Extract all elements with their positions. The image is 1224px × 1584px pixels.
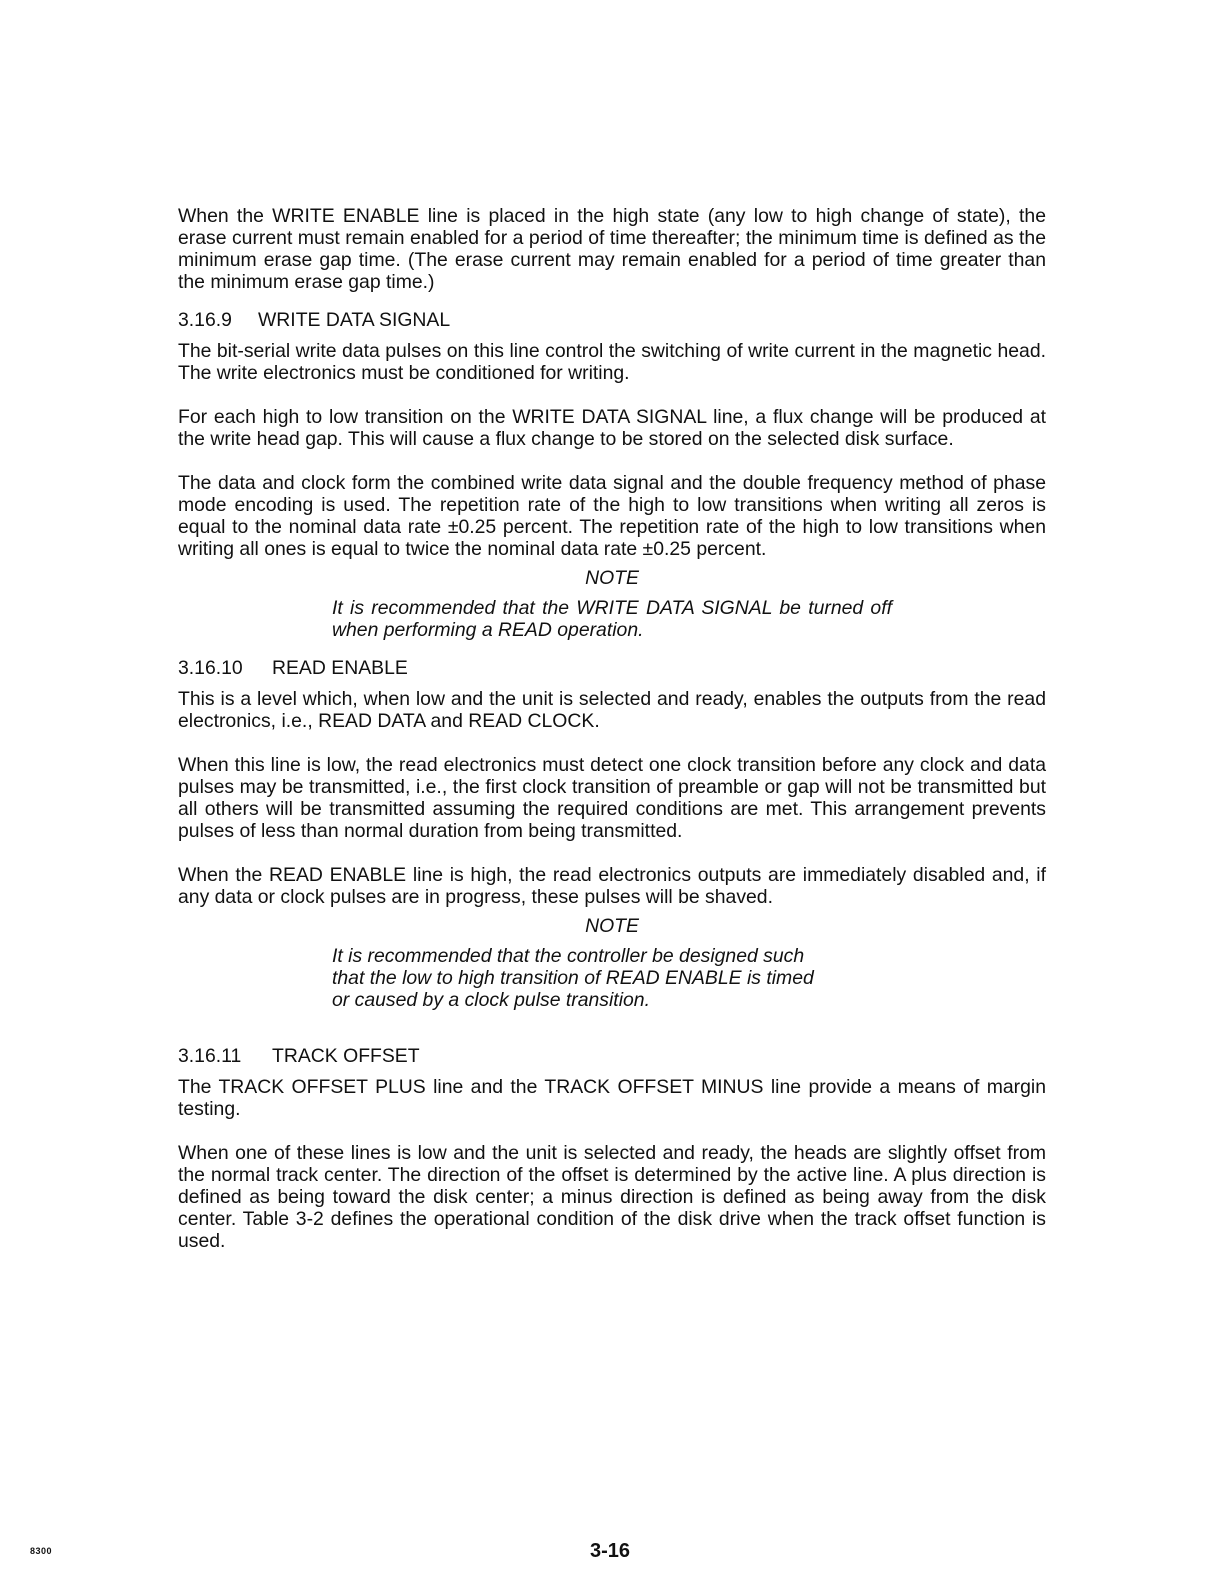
note-line: that the low to high transition of READ ENABLE is timed (332, 967, 814, 989)
note-text: It is recommended that the WRITE DATA SIGNAL be turned off when performing a READ operation. (332, 597, 892, 641)
note-label: NOTE (585, 915, 639, 937)
paragraph-write-enable: When the WRITE ENABLE line is placed in the high state (any low to high change of state), the erase current must remain enabled for a period of time thereafter; the minimum time is defined as the minimum erase gap time. (The erase current may remain enabled for a period of time greater than the minimum erase gap time.) (178, 205, 1046, 293)
paragraph-track-offset-1: The TRACK OFFSET PLUS line and the TRACK OFFSET MINUS line provide a means of margin testing. (178, 1076, 1046, 1120)
paragraph-write-data-2: For each high to low transition on the WRITE DATA SIGNAL line, a flux change will be produced at the write head gap. This will cause a flux change to be stored on the selected disk surface. (178, 406, 1046, 450)
section-number: 3.16.10 (178, 657, 243, 679)
paragraph-track-offset-2: When one of these lines is low and the unit is selected and ready, the heads are slightly offset from the normal track center. The direction of the offset is determined by the active line. A plus direction is defined as being toward the disk center; a minus direction is defined as being away from the disk center. Table 3-2 defines the operational condition of the disk drive when the track offset function is used. (178, 1142, 1046, 1252)
section-number: 3.16.11 (178, 1045, 242, 1067)
paragraph-write-data-1: The bit-serial write data pulses on this line control the switching of write current in the magnetic head. The write electronics must be conditioned for writing. (178, 340, 1046, 384)
paragraph-write-data-3: The data and clock form the combined write data signal and the double frequency method of phase mode encoding is used. The repetition rate of the high to low transitions when writing all zeros is equal to the nominal data rate ±0.25 percent. The repetition rate of the high to low transitions when writing all ones is equal to twice the nominal data rate ±0.25 percent. (178, 472, 1046, 560)
page-number: 3-16 (590, 1540, 631, 1562)
note-line: It is recommended that the controller be designed such (332, 945, 805, 967)
section-heading-3-16-11 (178, 1045, 1046, 1067)
note-text (332, 945, 892, 1011)
paragraph-read-enable-1: This is a level which, when low and the unit is selected and ready, enables the outputs from the read electronics, i.e., READ DATA and READ CLOCK. (178, 688, 1046, 732)
section-heading-3-16-10 (178, 657, 1046, 679)
section-title: READ ENABLE (272, 657, 408, 679)
paragraph-read-enable-3: When the READ ENABLE line is high, the read electronics outputs are immediately disabled and, if any data or clock pulses are in progress, these pulses will be shaved. (178, 864, 1046, 908)
note-label: NOTE (585, 567, 639, 589)
section-heading-3-16-9 (178, 309, 1046, 331)
section-title: WRITE DATA SIGNAL (258, 309, 451, 331)
section-title: TRACK OFFSET (272, 1045, 420, 1067)
document-code: 8300 (30, 1546, 53, 1556)
paragraph-read-enable-2: When this line is low, the read electronics must detect one clock transition before any clock and data pulses may be transmitted, i.e., the first clock transition of preamble or gap will not be transmitted but all others will be transmitted assuming the required conditions are met. This arrangement prevents pulses of less than normal duration from being transmitted. (178, 754, 1046, 842)
document-body (178, 205, 1046, 1252)
note-line: or caused by a clock pulse transition. (332, 989, 650, 1011)
section-number: 3.16.9 (178, 309, 232, 331)
